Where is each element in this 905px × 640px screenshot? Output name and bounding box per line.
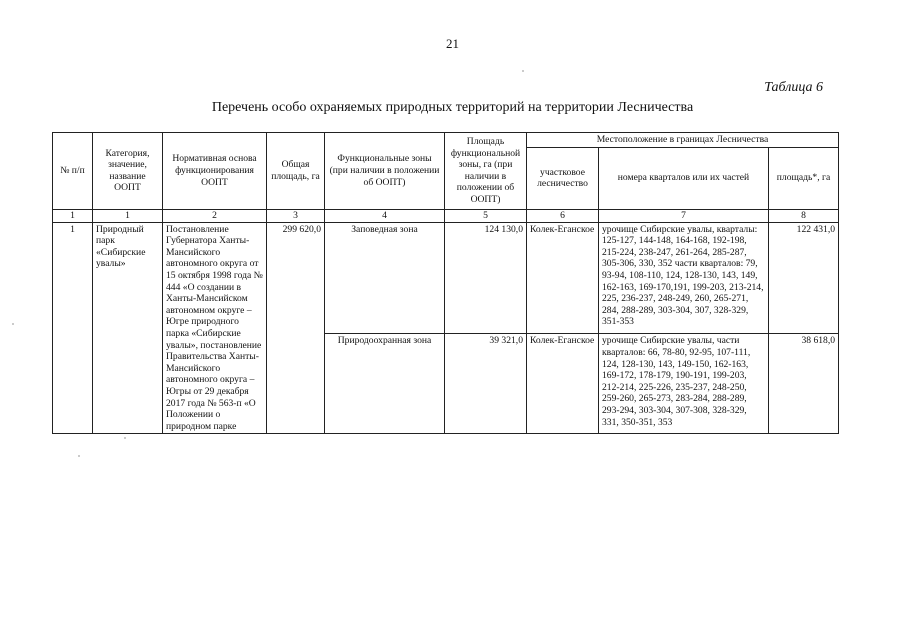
header-zones: Функциональные зоны (при наличии в положении об ООПТ) — [325, 133, 445, 210]
column-number: 4 — [325, 209, 445, 222]
protected-areas-table — [52, 132, 839, 434]
row-loc-area: 122 431,0 — [769, 222, 839, 334]
table-label: Таблица 6 — [764, 80, 823, 95]
header-row-1 — [53, 133, 839, 148]
row-quarters: урочище Сибирские увалы, части кварталов: 66, 78-80, 92-95, 107-111, 124, 128-130, 143, 149-150, 162-163, 169-172, 178-179, 190-191, 199-203, 212-214, 225-226, 235-237, 248-250, 259-260, 265-273, 283-284, 288-289, 293-294, 303-304, 307-308, 328-329, 331, 350-351, 353 — [599, 334, 769, 434]
row-district: Колек-Еганское — [527, 334, 599, 434]
scan-speck — [124, 437, 126, 439]
page-number: 21 — [446, 36, 459, 51]
row-quarters: урочище Сибирские увалы, кварталы: 125-127, 144-148, 164-168, 192-198, 215-224, 238-247, 261-264, 285-287, 305-306, 330, 352 части кварталов: 79, 93-94, 108-110, 124, 128-130, 143, 149, 162-163, 169-170,191, 199-203, 213-214, 225, 236-237, 248-249, 260, 265-271, 284, 288-289, 303-304, 307, 328-329, 351-353 — [599, 222, 769, 334]
row-total-area: 299 620,0 — [267, 222, 325, 434]
column-number: 1 — [93, 209, 163, 222]
column-number: 6 — [527, 209, 599, 222]
header-category: Категория, значение, название ООПТ — [93, 133, 163, 210]
scan-speck — [522, 70, 524, 72]
row-zone: Природоохранная зона — [325, 334, 445, 434]
column-number: 5 — [445, 209, 527, 222]
header-location-group: Местоположение в границах Лесничества — [527, 133, 839, 148]
row-loc-area: 38 618,0 — [769, 334, 839, 434]
scan-speck — [78, 455, 80, 457]
document-title: Перечень особо охраняемых природных территорий на территории Лесничества — [211, 100, 694, 115]
scan-speck — [12, 323, 14, 325]
header-basis: Нормативная основа функционирования ООПТ — [163, 133, 267, 210]
table-row — [53, 222, 839, 334]
header-loc-area: площадь*, га — [769, 147, 839, 209]
column-numbers-row — [53, 209, 839, 222]
row-basis: Постановление Губернатора Ханты-Мансийского автономного округа от 15 октября 1998 года № 444 «О создании в Ханты-Мансийском автономном округе – Югре природного парка «Сибирские увалы», постановление Правительства Ханты-Мансийского автономного округа – Югры от 29 декабря 2017 года № 563-п «О Положении о природном парке — [163, 222, 267, 434]
header-zone-area: Площадь функциональной зоны, га (при наличии в положении об ООПТ) — [445, 133, 527, 210]
row-zone-area: 124 130,0 — [445, 222, 527, 334]
column-number: 3 — [267, 209, 325, 222]
column-number: 8 — [769, 209, 839, 222]
column-number: 1 — [53, 209, 93, 222]
header-num: № п/п — [53, 133, 93, 210]
row-num: 1 — [53, 222, 93, 434]
column-number: 2 — [163, 209, 267, 222]
row-zone-area: 39 321,0 — [445, 334, 527, 434]
header-quarters: номера кварталов или их частей — [599, 147, 769, 209]
row-district: Колек-Еганское — [527, 222, 599, 334]
row-zone: Заповедная зона — [325, 222, 445, 334]
column-number: 7 — [599, 209, 769, 222]
row-category: Природный парк «Сибирские увалы» — [93, 222, 163, 434]
header-total-area: Общая площадь, га — [267, 133, 325, 210]
header-district: участковое лесничество — [527, 147, 599, 209]
